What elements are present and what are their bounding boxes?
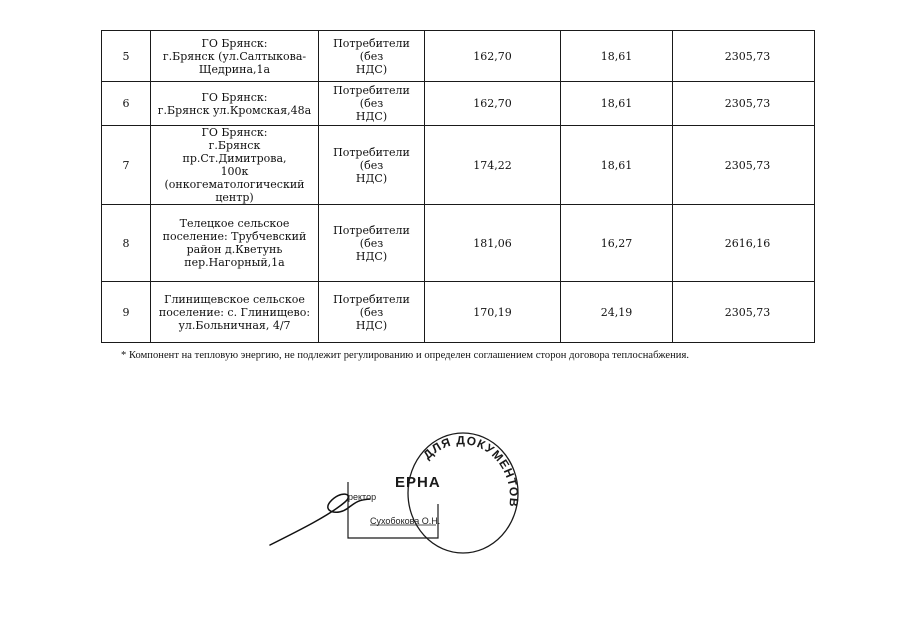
row-value-1: 181,06 xyxy=(425,205,561,282)
row-consumer xyxy=(319,205,425,282)
location-line: район д.Кветунь xyxy=(186,243,283,256)
location-line: поселение: с. Глинищево: xyxy=(158,305,311,319)
row-location xyxy=(151,282,319,343)
stamp-position: ректор xyxy=(348,492,377,502)
row-value-2: 16,27 xyxy=(561,205,673,282)
table-body xyxy=(102,31,815,343)
location-line: пер.Нагорный,1а xyxy=(184,256,285,269)
consumer-line: Потребители (без xyxy=(333,292,410,319)
stamp-signer: Сухобокова О.Н. xyxy=(370,516,441,526)
row-number: 9 xyxy=(102,282,151,343)
row-number: 6 xyxy=(102,82,151,126)
table-row xyxy=(102,282,815,343)
location-line: поселение: Трубчевский xyxy=(162,230,307,243)
stamp-graphic xyxy=(260,430,560,570)
row-value-3: 2616,16 xyxy=(673,205,815,282)
row-number: 8 xyxy=(102,205,151,282)
location-line: Телецкое сельское xyxy=(179,217,290,230)
tariff-table xyxy=(101,30,815,343)
row-value-1: 162,70 xyxy=(425,82,561,126)
row-value-2: 18,61 xyxy=(561,82,673,126)
row-location xyxy=(151,205,319,282)
location-line: ГО Брянск: xyxy=(201,126,268,139)
consumer-line: НДС) xyxy=(355,110,388,123)
location-line: Щедрина,1а xyxy=(198,62,271,76)
row-value-3: 2305,73 xyxy=(673,126,815,205)
seal-ring-text: ДЛЯ ДОКУМЕНТОВ xyxy=(420,433,522,509)
row-consumer xyxy=(319,31,425,82)
consumer-line: Потребители (без xyxy=(333,36,410,63)
row-value-1: 162,70 xyxy=(425,31,561,82)
table-row xyxy=(102,205,815,282)
location-line: Глинищевское сельское xyxy=(164,292,305,306)
row-value-1: 174,22 xyxy=(425,126,561,205)
row-consumer xyxy=(319,82,425,126)
consumer-line: НДС) xyxy=(355,249,388,263)
consumer-line: Потребители (без xyxy=(333,145,410,172)
row-value-3: 2305,73 xyxy=(673,282,815,343)
consumer-line: НДС) xyxy=(355,318,388,332)
row-number: 5 xyxy=(102,31,151,82)
footnote: * Компонент на тепловую энергию, не подлежит регулированию и определен соглашением сторон договора теплоснабжения. xyxy=(121,350,690,361)
row-consumer xyxy=(319,126,425,205)
location-line: г.Брянск пр.Ст.Димитрова, xyxy=(182,139,287,165)
location-line: ГО Брянск: xyxy=(201,90,268,104)
consumer-line: НДС) xyxy=(355,62,388,76)
row-value-3: 2305,73 xyxy=(673,82,815,126)
row-location xyxy=(151,126,319,205)
location-line: г.Брянск ул.Кромская,48а xyxy=(157,103,312,117)
location-line: ГО Брянск: xyxy=(201,36,268,50)
seal-word: ЕРНА xyxy=(395,474,441,491)
location-line: центр) xyxy=(215,191,254,204)
row-value-2: 24,19 xyxy=(561,282,673,343)
row-value-3: 2305,73 xyxy=(673,31,815,82)
table-row xyxy=(102,82,815,126)
row-number: 7 xyxy=(102,126,151,205)
location-line: 100к (онкогематологический xyxy=(164,165,305,191)
consumer-line: Потребители (без xyxy=(333,223,410,250)
row-value-1: 170,19 xyxy=(425,282,561,343)
row-location xyxy=(151,31,319,82)
row-location xyxy=(151,82,319,126)
consumer-line: НДС) xyxy=(355,171,388,185)
stamp-signature-block xyxy=(260,430,560,570)
table-row xyxy=(102,126,815,205)
row-value-2: 18,61 xyxy=(561,31,673,82)
row-value-2: 18,61 xyxy=(561,126,673,205)
consumer-line: Потребители (без xyxy=(333,84,410,110)
table-row xyxy=(102,31,815,82)
row-consumer xyxy=(319,282,425,343)
location-line: ул.Больничная, 4/7 xyxy=(178,318,291,332)
location-line: г.Брянск (ул.Салтыкова- xyxy=(162,49,307,63)
